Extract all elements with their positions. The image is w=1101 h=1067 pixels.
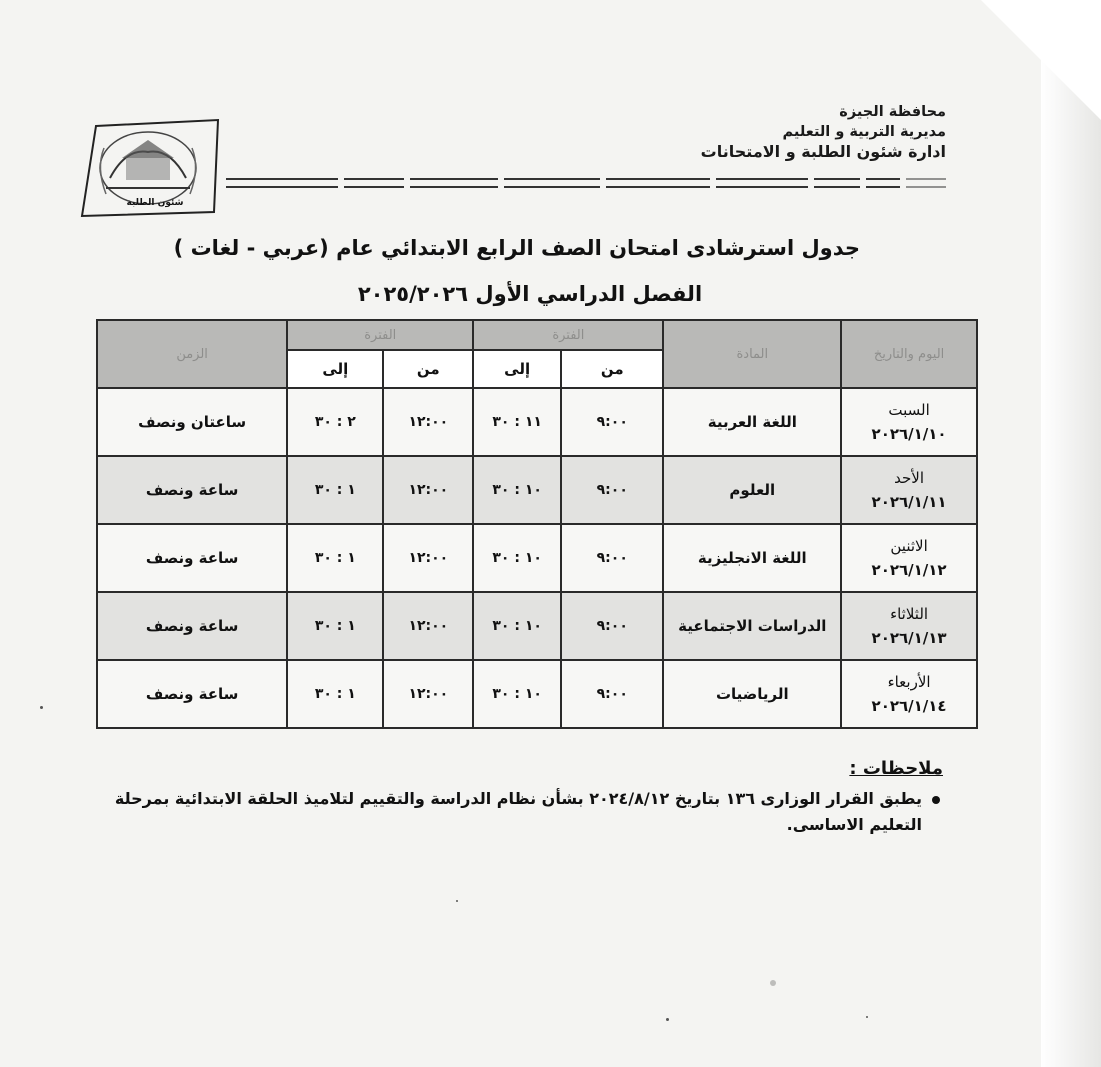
evening-from-cell: ١٢:٠٠ — [383, 524, 473, 592]
note-line-2: التعليم الاساسى. — [786, 815, 922, 834]
evening-from-cell: ١٢:٠٠ — [383, 388, 473, 456]
morning-from-cell: ٩:٠٠ — [561, 388, 663, 456]
exam-date: ٢٠٢٦/١/١٤ — [871, 697, 947, 715]
department-name: ادارة شئون الطلبة و الامتحانات — [700, 142, 946, 161]
header-rule — [226, 175, 946, 189]
note-line-1: يطبق القرار الوزارى ١٣٦ بتاريخ ٢٠٢٤/٨/١٢ بشأن نظام الدراسة والتقييم لتلاميذ الحلقة الابتدائية بمرحلة — [114, 789, 922, 808]
col-header-day-date: اليوم والتاريخ — [841, 320, 977, 388]
day-name: الاثنين — [890, 537, 928, 555]
col-header-morning: الفترة — [473, 320, 663, 350]
exam-date: ٢٠٢٦/١/١٢ — [871, 561, 947, 579]
col-header-evening-from: من — [383, 350, 473, 388]
morning-to-cell: ١٠ : ٣٠ — [473, 660, 561, 728]
scan-speck — [40, 706, 43, 709]
duration-cell: ساعتان ونصف — [97, 388, 287, 456]
morning-to-cell: ١٠ : ٣٠ — [473, 456, 561, 524]
col-header-subject: المادة — [663, 320, 841, 388]
exam-date: ٢٠٢٦/١/١١ — [871, 493, 947, 511]
day-date-cell — [841, 592, 977, 660]
duration-cell: ساعة ونصف — [97, 660, 287, 728]
logo-caption: شئون الطلبة — [126, 198, 184, 208]
scan-speck — [456, 900, 458, 902]
day-date-cell — [841, 660, 977, 728]
page-edge-shadow — [1041, 0, 1101, 1067]
table-row — [97, 388, 977, 456]
directorate-name: مديرية التربية و التعليم — [782, 124, 946, 140]
col-header-duration: الزمن — [97, 320, 287, 388]
governorate-name: محافظة الجيزة — [839, 104, 946, 120]
col-header-morning-from: من — [561, 350, 663, 388]
evening-to-cell: ١ : ٣٠ — [287, 592, 383, 660]
morning-to-cell: ١١ : ٣٠ — [473, 388, 561, 456]
subject-cell: العلوم — [663, 456, 841, 524]
col-header-morning-to: إلى — [473, 350, 561, 388]
morning-from-cell: ٩:٠٠ — [561, 592, 663, 660]
duration-cell: ساعة ونصف — [97, 524, 287, 592]
table-row — [97, 524, 977, 592]
col-header-evening: الفترة — [287, 320, 473, 350]
day-name: الأحد — [894, 469, 924, 487]
day-date-cell — [841, 524, 977, 592]
morning-to-cell: ١٠ : ٣٠ — [473, 524, 561, 592]
morning-from-cell: ٩:٠٠ — [561, 524, 663, 592]
subject-cell: الدراسات الاجتماعية — [663, 592, 841, 660]
day-date-cell — [841, 388, 977, 456]
evening-from-cell: ١٢:٠٠ — [383, 660, 473, 728]
exam-date: ٢٠٢٦/١/١٠ — [871, 425, 947, 443]
evening-to-cell: ١ : ٣٠ — [287, 524, 383, 592]
scan-speck — [666, 1018, 669, 1021]
evening-from-cell: ١٢:٠٠ — [383, 592, 473, 660]
exam-date: ٢٠٢٦/١/١٣ — [871, 629, 947, 647]
evening-to-cell: ١ : ٣٠ — [287, 456, 383, 524]
day-name: الثلاثاء — [890, 605, 929, 623]
day-name: السبت — [888, 401, 930, 419]
subject-cell: اللغة العربية — [663, 388, 841, 456]
morning-from-cell: ٩:٠٠ — [561, 456, 663, 524]
note-item — [80, 786, 940, 838]
exam-schedule-table — [96, 319, 978, 729]
page-subtitle: الفصل الدراسي الأول ٢٠٢٥/٢٠٢٦ — [357, 282, 703, 306]
page-corner-fold — [981, 0, 1101, 120]
notes-heading: ملاحظات : — [849, 758, 943, 779]
evening-from-cell: ١٢:٠٠ — [383, 456, 473, 524]
table-row — [97, 660, 977, 728]
day-date-cell — [841, 456, 977, 524]
header-block — [526, 102, 946, 162]
evening-to-cell: ٢ : ٣٠ — [287, 388, 383, 456]
subject-cell: الرياضيات — [663, 660, 841, 728]
morning-from-cell: ٩:٠٠ — [561, 660, 663, 728]
duration-cell: ساعة ونصف — [97, 456, 287, 524]
scan-speck — [770, 980, 776, 986]
table-row — [97, 592, 977, 660]
scan-speck — [866, 1016, 868, 1018]
morning-to-cell: ١٠ : ٣٠ — [473, 592, 561, 660]
day-name: الأربعاء — [887, 673, 931, 691]
subject-cell: اللغة الانجليزية — [663, 524, 841, 592]
bullet-icon — [932, 796, 940, 804]
page-title: جدول استرشادى امتحان الصف الرابع الابتدائي عام (عربي - لغات ) — [173, 236, 860, 260]
department-logo — [76, 118, 226, 218]
duration-cell: ساعة ونصف — [97, 592, 287, 660]
evening-to-cell: ١ : ٣٠ — [287, 660, 383, 728]
col-header-evening-to: إلى — [287, 350, 383, 388]
table-row — [97, 456, 977, 524]
